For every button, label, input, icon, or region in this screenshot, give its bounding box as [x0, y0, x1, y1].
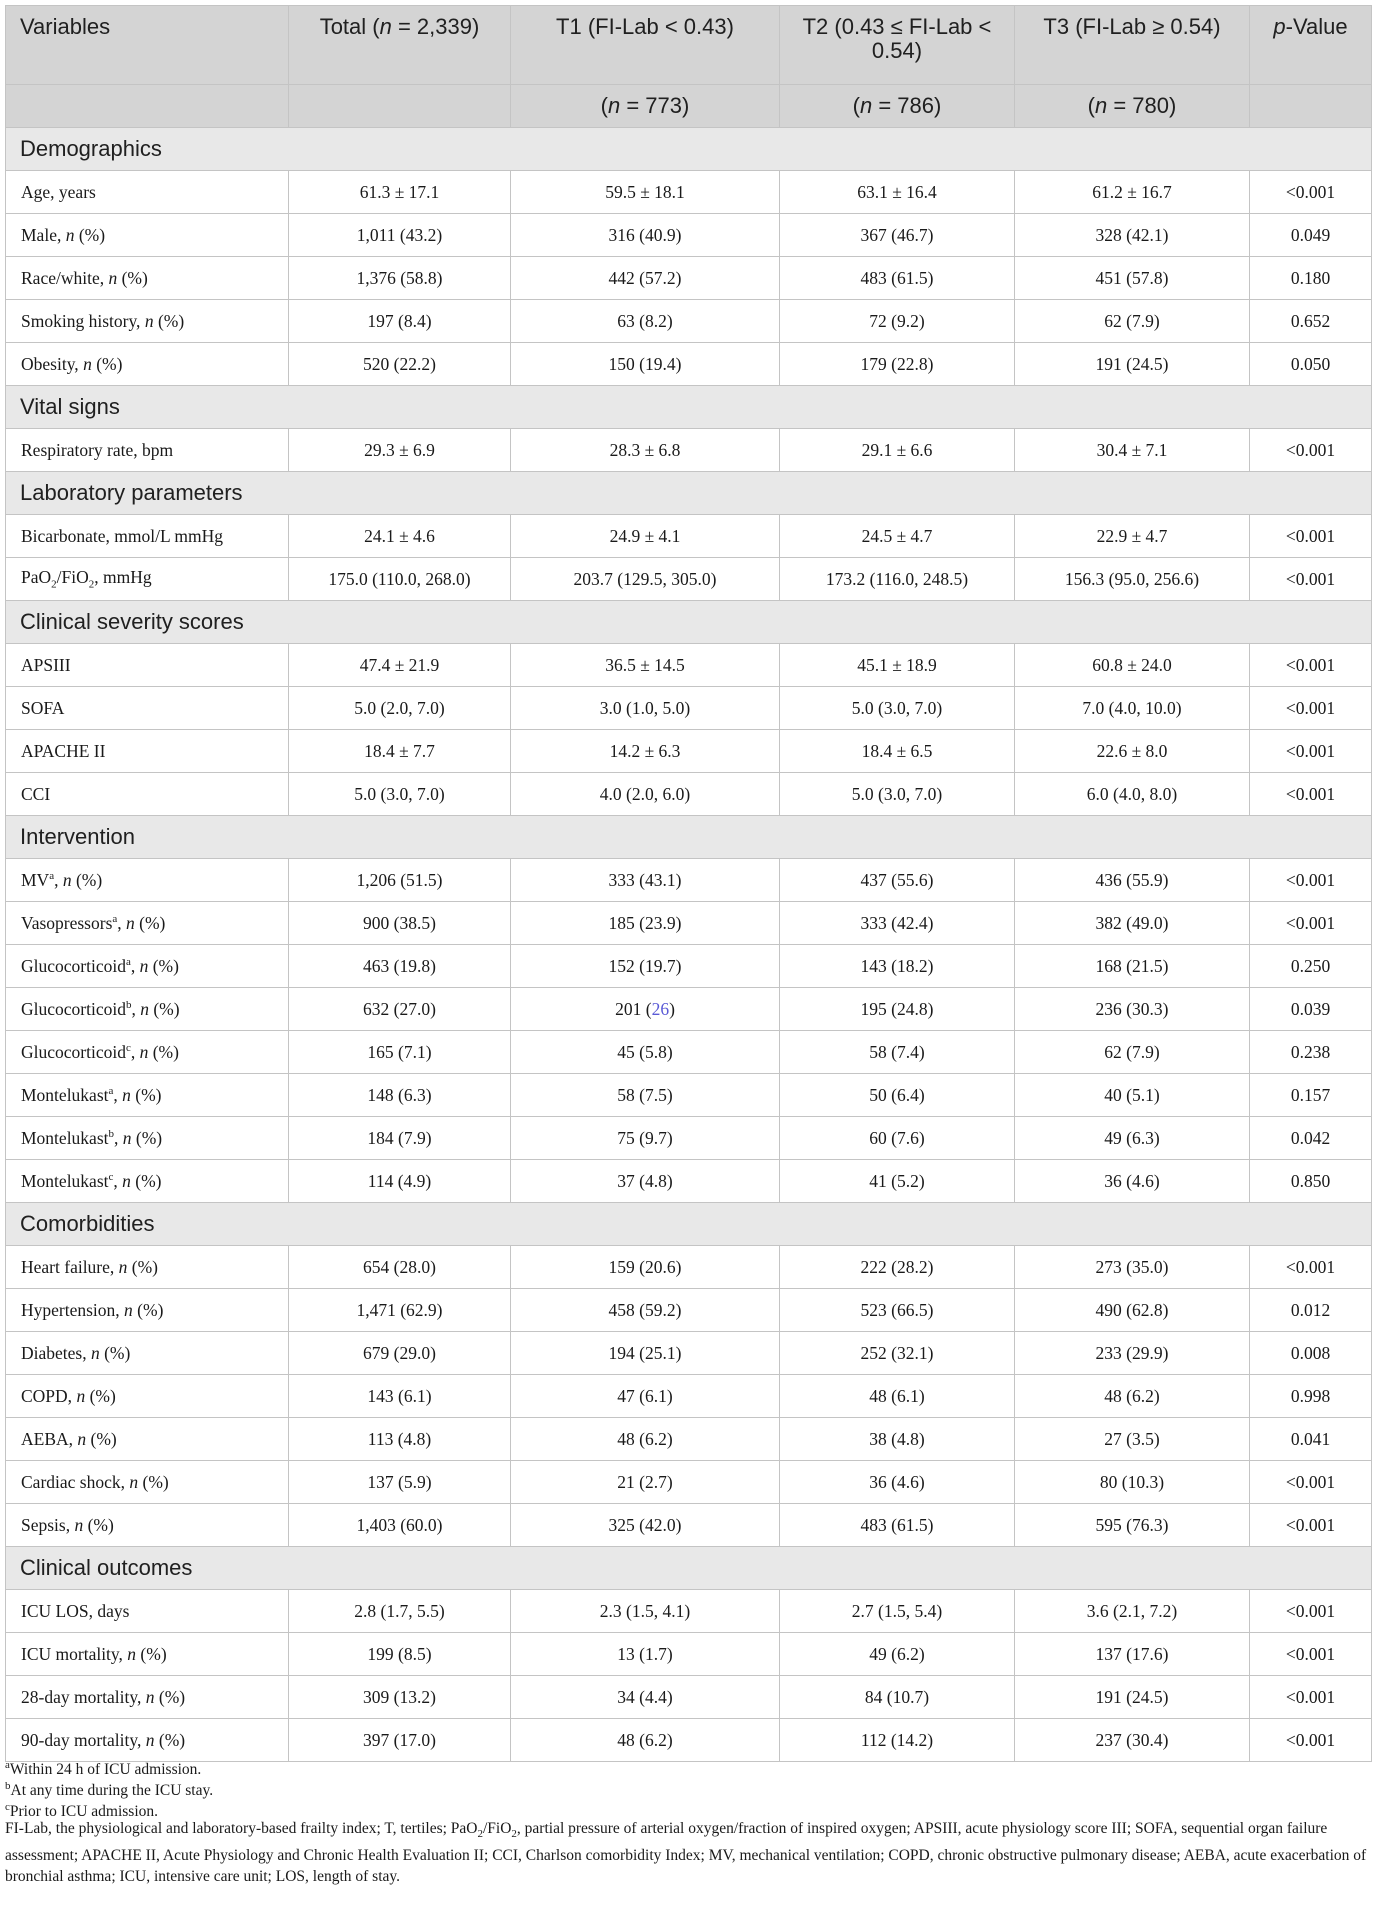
- value-t3: 451 (57.8): [1015, 257, 1250, 300]
- value-t1: 36.5 ± 14.5: [511, 644, 780, 687]
- row-label: Glucocorticoid$^a$, n (%): [6, 945, 289, 988]
- value-p: <0.001: [1250, 558, 1372, 601]
- header-variables: Variables: [6, 6, 289, 85]
- value-t1: 3.0 (1.0, 5.0): [511, 687, 780, 730]
- value-t1: 14.2 ± 6.3: [511, 730, 780, 773]
- value-t1: 194 (25.1): [511, 1332, 780, 1375]
- value-total: 24.1 ± 4.6: [289, 515, 511, 558]
- section-header-intervention: [6, 816, 1372, 859]
- header-empty-3: [1250, 85, 1372, 128]
- value-t3: 40 (5.1): [1015, 1074, 1250, 1117]
- value-t3: 168 (21.5): [1015, 945, 1250, 988]
- value-t3: 36 (4.6): [1015, 1160, 1250, 1203]
- value-p: 0.652: [1250, 300, 1372, 343]
- row-label: Montelukast$^b$, n (%): [6, 1117, 289, 1160]
- row-label: Glucocorticoid$^c$, n (%): [6, 1031, 289, 1074]
- table-row: [6, 558, 1372, 601]
- value-t3: 62 (7.9): [1015, 300, 1250, 343]
- value-t1: 442 (57.2): [511, 257, 780, 300]
- value-t2: 50 (6.4): [780, 1074, 1015, 1117]
- row-label: Race/white, n (%): [6, 257, 289, 300]
- section-header-clinical-outcomes: [6, 1547, 1372, 1590]
- table-row: [6, 1332, 1372, 1375]
- value-total: 1,403 (60.0): [289, 1504, 511, 1547]
- row-label: ICU mortality, n (%): [6, 1633, 289, 1676]
- value-total: 165 (7.1): [289, 1031, 511, 1074]
- value-p: 0.049: [1250, 214, 1372, 257]
- value-t2: 143 (18.2): [780, 945, 1015, 988]
- value-p: 0.238: [1250, 1031, 1372, 1074]
- table-row: [6, 1074, 1372, 1117]
- table-row: [6, 988, 1372, 1031]
- value-t2: 45.1 ± 18.9: [780, 644, 1015, 687]
- value-t1: 24.9 ± 4.1: [511, 515, 780, 558]
- table-row: [6, 1633, 1372, 1676]
- header-t2-n: (n = 786): [780, 85, 1015, 128]
- row-label: APSIII: [6, 644, 289, 687]
- value-p: 0.998: [1250, 1375, 1372, 1418]
- section-header-clinical-severity-scores: [6, 601, 1372, 644]
- value-total: 1,206 (51.5): [289, 859, 511, 902]
- value-total: 632 (27.0): [289, 988, 511, 1031]
- value-t1: 63 (8.2): [511, 300, 780, 343]
- row-label: APACHE II: [6, 730, 289, 773]
- value-total: 113 (4.8): [289, 1418, 511, 1461]
- value-t3: 22.9 ± 4.7: [1015, 515, 1250, 558]
- section-header-laboratory-parameters: [6, 472, 1372, 515]
- value-t1: 159 (20.6): [511, 1246, 780, 1289]
- value-t3: 27 (3.5): [1015, 1418, 1250, 1461]
- value-total: 397 (17.0): [289, 1719, 511, 1762]
- value-t3: 62 (7.9): [1015, 1031, 1250, 1074]
- value-total: 2.8 (1.7, 5.5): [289, 1590, 511, 1633]
- value-t1: 458 (59.2): [511, 1289, 780, 1332]
- baseline-characteristics-table: [5, 5, 1372, 1762]
- value-t1: 325 (42.0): [511, 1504, 780, 1547]
- value-total: 18.4 ± 7.7: [289, 730, 511, 773]
- value-t2: 437 (55.6): [780, 859, 1015, 902]
- row-label: Bicarbonate, mmol/L mmHg: [6, 515, 289, 558]
- value-t3: 22.6 ± 8.0: [1015, 730, 1250, 773]
- value-p: <0.001: [1250, 1676, 1372, 1719]
- value-t1: 316 (40.9): [511, 214, 780, 257]
- value-t2: 173.2 (116.0, 248.5): [780, 558, 1015, 601]
- value-t1: 45 (5.8): [511, 1031, 780, 1074]
- table-row: [6, 1160, 1372, 1203]
- value-t1: 201 (26): [511, 988, 780, 1031]
- table-row: [6, 945, 1372, 988]
- value-total: 1,376 (58.8): [289, 257, 511, 300]
- header-t1: T1 (FI-Lab < 0.43): [511, 6, 780, 85]
- row-label: Cardiac shock, n (%): [6, 1461, 289, 1504]
- value-p: 0.850: [1250, 1160, 1372, 1203]
- value-t2: 483 (61.5): [780, 1504, 1015, 1547]
- section-title: Vital signs: [6, 386, 1372, 429]
- section-title: Laboratory parameters: [6, 472, 1372, 515]
- value-t3: 191 (24.5): [1015, 343, 1250, 386]
- table-row: [6, 171, 1372, 214]
- value-t1: 28.3 ± 6.8: [511, 429, 780, 472]
- value-total: 5.0 (3.0, 7.0): [289, 773, 511, 816]
- value-p: 0.250: [1250, 945, 1372, 988]
- value-t3: 595 (76.3): [1015, 1504, 1250, 1547]
- value-t1: 75 (9.7): [511, 1117, 780, 1160]
- value-total: 900 (38.5): [289, 902, 511, 945]
- value-p: <0.001: [1250, 859, 1372, 902]
- table-row: [6, 515, 1372, 558]
- row-label: Montelukast$^c$, n (%): [6, 1160, 289, 1203]
- value-t3: 60.8 ± 24.0: [1015, 644, 1250, 687]
- value-t2: 29.1 ± 6.6: [780, 429, 1015, 472]
- value-t1: 185 (23.9): [511, 902, 780, 945]
- value-p: <0.001: [1250, 1461, 1372, 1504]
- value-t1: 48 (6.2): [511, 1719, 780, 1762]
- value-t3: 237 (30.4): [1015, 1719, 1250, 1762]
- header-t1-n: (n = 773): [511, 85, 780, 128]
- section-header-demographics: [6, 128, 1372, 171]
- table-row: [6, 1117, 1372, 1160]
- value-t2: 523 (66.5): [780, 1289, 1015, 1332]
- value-p: <0.001: [1250, 1590, 1372, 1633]
- row-label: AEBA, n (%): [6, 1418, 289, 1461]
- value-t2: 38 (4.8): [780, 1418, 1015, 1461]
- value-t2: 48 (6.1): [780, 1375, 1015, 1418]
- value-p: <0.001: [1250, 902, 1372, 945]
- value-t2: 58 (7.4): [780, 1031, 1015, 1074]
- value-t2: 5.0 (3.0, 7.0): [780, 687, 1015, 730]
- header-t3: T3 (FI-Lab ≥ 0.54): [1015, 6, 1250, 85]
- value-t1: 150 (19.4): [511, 343, 780, 386]
- header-pvalue: p-Value: [1250, 6, 1372, 85]
- value-p: <0.001: [1250, 644, 1372, 687]
- value-t3: 436 (55.9): [1015, 859, 1250, 902]
- value-t2: 333 (42.4): [780, 902, 1015, 945]
- value-t1: 203.7 (129.5, 305.0): [511, 558, 780, 601]
- value-t3: 382 (49.0): [1015, 902, 1250, 945]
- footnote-c: $^c$Prior to ICU admission.: [5, 1801, 159, 1821]
- value-t2: 72 (9.2): [780, 300, 1015, 343]
- value-t1: 59.5 ± 18.1: [511, 171, 780, 214]
- value-t2: 60 (7.6): [780, 1117, 1015, 1160]
- value-t3: 233 (29.9): [1015, 1332, 1250, 1375]
- value-p: <0.001: [1250, 1633, 1372, 1676]
- value-p: <0.001: [1250, 171, 1372, 214]
- value-p: <0.001: [1250, 1504, 1372, 1547]
- value-t3: 6.0 (4.0, 8.0): [1015, 773, 1250, 816]
- row-label: Male, n (%): [6, 214, 289, 257]
- table-row: [6, 214, 1372, 257]
- value-total: 148 (6.3): [289, 1074, 511, 1117]
- value-t3: 137 (17.6): [1015, 1633, 1250, 1676]
- value-t2: 36 (4.6): [780, 1461, 1015, 1504]
- table-row: [6, 687, 1372, 730]
- row-label: Age, years: [6, 171, 289, 214]
- value-p: 0.041: [1250, 1418, 1372, 1461]
- value-t2: 18.4 ± 6.5: [780, 730, 1015, 773]
- value-total: 199 (8.5): [289, 1633, 511, 1676]
- value-p: 0.180: [1250, 257, 1372, 300]
- row-label: 90-day mortality, n (%): [6, 1719, 289, 1762]
- value-total: 679 (29.0): [289, 1332, 511, 1375]
- section-title: Demographics: [6, 128, 1372, 171]
- row-label: CCI: [6, 773, 289, 816]
- row-label: Sepsis, n (%): [6, 1504, 289, 1547]
- header-t3-n: (n = 780): [1015, 85, 1250, 128]
- table-row: [6, 1031, 1372, 1074]
- table-row: [6, 300, 1372, 343]
- value-p: <0.001: [1250, 773, 1372, 816]
- row-label: Hypertension, n (%): [6, 1289, 289, 1332]
- value-t3: 61.2 ± 16.7: [1015, 171, 1250, 214]
- value-t1: 21 (2.7): [511, 1461, 780, 1504]
- value-t3: 48 (6.2): [1015, 1375, 1250, 1418]
- table-row: [6, 1289, 1372, 1332]
- value-total: 5.0 (2.0, 7.0): [289, 687, 511, 730]
- value-total: 309 (13.2): [289, 1676, 511, 1719]
- value-t1: 58 (7.5): [511, 1074, 780, 1117]
- section-title: Intervention: [6, 816, 1372, 859]
- value-total: 1,011 (43.2): [289, 214, 511, 257]
- row-label: Smoking history, n (%): [6, 300, 289, 343]
- value-p: <0.001: [1250, 515, 1372, 558]
- row-label: Respiratory rate, bpm: [6, 429, 289, 472]
- row-label: Heart failure, n (%): [6, 1246, 289, 1289]
- value-total: 143 (6.1): [289, 1375, 511, 1418]
- value-total: 520 (22.2): [289, 343, 511, 386]
- footnote-b: $^b$At any time during the ICU stay.: [5, 1780, 214, 1800]
- table-row: [6, 1461, 1372, 1504]
- value-t3: 273 (35.0): [1015, 1246, 1250, 1289]
- table-row: [6, 1590, 1372, 1633]
- value-t1: 47 (6.1): [511, 1375, 780, 1418]
- table-row: [6, 730, 1372, 773]
- value-p: 0.012: [1250, 1289, 1372, 1332]
- value-p: <0.001: [1250, 1246, 1372, 1289]
- value-p: <0.001: [1250, 687, 1372, 730]
- value-t2: 63.1 ± 16.4: [780, 171, 1015, 214]
- value-t2: 41 (5.2): [780, 1160, 1015, 1203]
- value-t3: 30.4 ± 7.1: [1015, 429, 1250, 472]
- value-total: 47.4 ± 21.9: [289, 644, 511, 687]
- table-row: [6, 1375, 1372, 1418]
- section-header-comorbidities: [6, 1203, 1372, 1246]
- value-t2: 195 (24.8): [780, 988, 1015, 1031]
- value-t3: 236 (30.3): [1015, 988, 1250, 1031]
- value-t1: 152 (19.7): [511, 945, 780, 988]
- value-p: 0.039: [1250, 988, 1372, 1031]
- table-row: [6, 257, 1372, 300]
- value-t2: 222 (28.2): [780, 1246, 1015, 1289]
- value-p: 0.157: [1250, 1074, 1372, 1117]
- section-header-vital-signs: [6, 386, 1372, 429]
- value-p: 0.008: [1250, 1332, 1372, 1375]
- value-total: 463 (19.8): [289, 945, 511, 988]
- row-label: Vasopressors$^a$, n (%): [6, 902, 289, 945]
- row-label: SOFA: [6, 687, 289, 730]
- table-row: [6, 859, 1372, 902]
- row-label: ICU LOS, days: [6, 1590, 289, 1633]
- section-title: Clinical severity scores: [6, 601, 1372, 644]
- row-label: Glucocorticoid$^b$, n (%): [6, 988, 289, 1031]
- footnote-abbreviations: FI-Lab, the physiological and laboratory-based frailty index; T, tertiles; PaO$_2$/FiO$_2$, partial pressure of arterial oxygen/fraction of inspired oxygen; APSIII, acute physiology score III; SOFA, sequential organ failure assessment; APACHE II, Acute Physiology and Chronic Health Evaluation II; CCI, Charlson comorbidity Index; MV, mechanical ventilation; COPD, chronic obstructive pulmonary disease; AEBA, acute exacerbation of bronchial asthma; ICU, intensive care unit; LOS, length of stay.: [5, 1820, 1367, 1886]
- value-p: <0.001: [1250, 1719, 1372, 1762]
- table-row: [6, 1504, 1372, 1547]
- value-t3: 49 (6.3): [1015, 1117, 1250, 1160]
- value-total: 114 (4.9): [289, 1160, 511, 1203]
- value-t1: 4.0 (2.0, 6.0): [511, 773, 780, 816]
- value-t3: 80 (10.3): [1015, 1461, 1250, 1504]
- value-t1: 37 (4.8): [511, 1160, 780, 1203]
- value-total: 1,471 (62.9): [289, 1289, 511, 1332]
- row-label: PaO$_2$/FiO$_2$, mmHg: [6, 558, 289, 601]
- value-total: 61.3 ± 17.1: [289, 171, 511, 214]
- table-row: [6, 1246, 1372, 1289]
- table-header: [6, 6, 1372, 128]
- row-label: 28-day mortality, n (%): [6, 1676, 289, 1719]
- value-total: 197 (8.4): [289, 300, 511, 343]
- header-empty-2: [289, 85, 511, 128]
- value-total: 184 (7.9): [289, 1117, 511, 1160]
- value-t3: 191 (24.5): [1015, 1676, 1250, 1719]
- value-t2: 367 (46.7): [780, 214, 1015, 257]
- header-row-1: [6, 6, 1372, 85]
- row-label: Obesity, n (%): [6, 343, 289, 386]
- header-row-2: [6, 85, 1372, 128]
- table-row: [6, 1418, 1372, 1461]
- value-t3: 156.3 (95.0, 256.6): [1015, 558, 1250, 601]
- value-t3: 3.6 (2.1, 7.2): [1015, 1590, 1250, 1633]
- value-t3: 490 (62.8): [1015, 1289, 1250, 1332]
- value-t2: 49 (6.2): [780, 1633, 1015, 1676]
- value-t1: 2.3 (1.5, 4.1): [511, 1590, 780, 1633]
- value-total: 29.3 ± 6.9: [289, 429, 511, 472]
- value-p: <0.001: [1250, 429, 1372, 472]
- header-t2: T2 (0.43 ≤ FI-Lab < 0.54): [780, 6, 1015, 85]
- header-total: Total (n = 2,339): [289, 6, 511, 85]
- value-t1: 13 (1.7): [511, 1633, 780, 1676]
- reference-link[interactable]: 26: [651, 998, 670, 1019]
- header-empty-1: [6, 85, 289, 128]
- table-body: [6, 128, 1372, 1762]
- value-t2: 112 (14.2): [780, 1719, 1015, 1762]
- value-t2: 84 (10.7): [780, 1676, 1015, 1719]
- value-t2: 5.0 (3.0, 7.0): [780, 773, 1015, 816]
- footnote-a: $^a$Within 24 h of ICU admission.: [5, 1759, 202, 1779]
- row-label: COPD, n (%): [6, 1375, 289, 1418]
- value-t1: 34 (4.4): [511, 1676, 780, 1719]
- row-label: Diabetes, n (%): [6, 1332, 289, 1375]
- table-row: [6, 644, 1372, 687]
- table-row: [6, 902, 1372, 945]
- table-row: [6, 1676, 1372, 1719]
- row-label: Montelukast$^a$, n (%): [6, 1074, 289, 1117]
- value-t2: 2.7 (1.5, 5.4): [780, 1590, 1015, 1633]
- value-t2: 252 (32.1): [780, 1332, 1015, 1375]
- value-t2: 179 (22.8): [780, 343, 1015, 386]
- table-row: [6, 773, 1372, 816]
- value-p: 0.050: [1250, 343, 1372, 386]
- value-total: 137 (5.9): [289, 1461, 511, 1504]
- section-title: Clinical outcomes: [6, 1547, 1372, 1590]
- section-title: Comorbidities: [6, 1203, 1372, 1246]
- row-label: $MV^a$, n (%): [6, 859, 289, 902]
- value-t1: 333 (43.1): [511, 859, 780, 902]
- table-row: [6, 429, 1372, 472]
- value-t3: 328 (42.1): [1015, 214, 1250, 257]
- value-p: 0.042: [1250, 1117, 1372, 1160]
- value-total: 654 (28.0): [289, 1246, 511, 1289]
- table-row: [6, 343, 1372, 386]
- value-p: <0.001: [1250, 730, 1372, 773]
- value-t1: 48 (6.2): [511, 1418, 780, 1461]
- value-t3: 7.0 (4.0, 10.0): [1015, 687, 1250, 730]
- value-t2: 24.5 ± 4.7: [780, 515, 1015, 558]
- value-t2: 483 (61.5): [780, 257, 1015, 300]
- value-total: 175.0 (110.0, 268.0): [289, 558, 511, 601]
